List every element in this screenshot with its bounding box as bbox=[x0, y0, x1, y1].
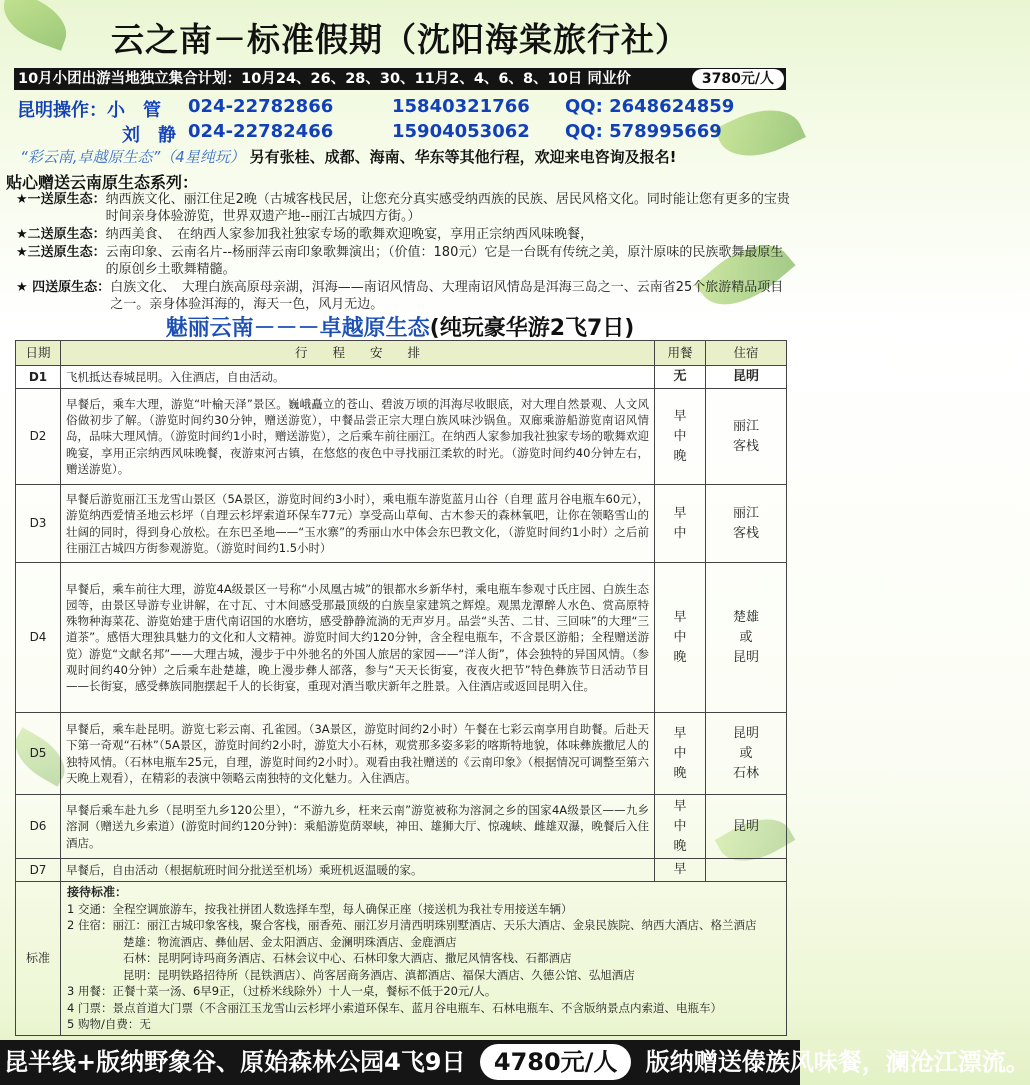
contact-op-1: 昆明操作：小 管 bbox=[17, 100, 161, 121]
row-day: D7 bbox=[16, 859, 61, 882]
footer-left: 昆半线+版纳野象谷、原始森林公园4飞9日 bbox=[4, 1048, 466, 1076]
row-itinerary: 飞机抵达春城昆明。入住酒店，自由活动。 bbox=[61, 366, 655, 389]
standards-line: 1 交通：全程空调旅游车，按我社拼团人数选择车型，每人确保正座（接送机为我社专用接送车辆） bbox=[67, 901, 573, 916]
itinerary-table bbox=[15, 340, 787, 1036]
standards-line: 4 门票：景点首道大门票（不含丽江玉龙雪山云杉坪小索道环保车、蓝月谷电瓶车、石林电瓶车、不含版纳景点内索道、电瓶车） bbox=[67, 1000, 722, 1015]
gift-item bbox=[16, 226, 791, 243]
row-meals: 早 bbox=[655, 859, 706, 882]
gift-label: ★ 四送原生态： bbox=[16, 280, 111, 295]
row-hotel: 昆明 bbox=[706, 366, 787, 389]
standards-content bbox=[61, 882, 787, 1036]
contact-op-2: 刘 静 bbox=[122, 125, 176, 146]
row-day: D6 bbox=[16, 795, 61, 859]
table-row bbox=[16, 859, 787, 882]
itinerary-title-tag: (纯玩豪华游2飞7日) bbox=[429, 316, 635, 341]
standards-heading: 接待标准： bbox=[67, 885, 128, 899]
standards-line: 2 住宿：丽江：丽江古城印象客栈，聚合客栈，丽香苑、丽江岁月清西明珠别墅酒店、天乐大酒店、金泉民族院、纳西大酒店、格兰酒店 bbox=[67, 918, 757, 932]
gift-text: 纳西族文化、丽江住足2晚（古城客栈民居，让您充分真实感受纳西族的民族、居民风格文化。同时能让您有更多的宝贵时间亲身体验游览，世界双遗产地--丽江古城四方街。） bbox=[105, 192, 790, 224]
slogan bbox=[20, 146, 677, 167]
row-hotel: 楚雄 或 昆明 bbox=[706, 563, 787, 713]
gift-item bbox=[16, 279, 791, 313]
row-itinerary: 早餐后，乘车前往大理，游览4A级景区一号称“小凤凰古城”的银都水乡新华村，乘电瓶车参观寸氏庄园、白族生态园等，由景区导游专业讲解，在寸瓦、寸木间感受那最顶级的白族皇家建筑之辉煌。观黑龙潭醉人水色、赏高原特殊物种海菜花、游览始建于唐代南诏国的水磨坊，感受静静流淌的无声岁月。品尝“头苦、二甘、三回味”的大理“三道茶”。感悟大理独具魅力的文化和人文精神。游览时间大约120分钟，含全程电瓶车，不含景区游船；全程赠送游览）游览“文献名邦”——大理古城，漫步于中外驰名的外国人旅居的家园——“洋人街”，体会独特的异国风情。（参观时间约40分钟）之后乘车赴楚雄，晚上漫步彝人部落，参与“天天长街宴，夜夜火把节”特色彝族节日活动节目——长街宴，感受彝族同胞摆起千人的长街宴，重现对酒当歌庆新年之胜景。入住酒店或返回昆明入住。 bbox=[61, 563, 655, 713]
standards-label: 标准 bbox=[16, 882, 61, 1036]
row-itinerary: 早餐后乘车赴九乡（昆明至九乡120公里），“不游九乡，枉来云南”游览被称为溶洞之乡的国家4A级景区——九乡溶洞（赠送九乡索道）(游览时间约120分钟)：乘船游览荫翠峡，神田、雄狮大厅、惊魂峡、雌雄双瀑，晚餐后入住酒店。 bbox=[61, 795, 655, 859]
col-meals-header: 用餐 bbox=[655, 341, 706, 366]
row-day: D5 bbox=[16, 713, 61, 795]
contact-qq-1[interactable]: QQ: 2648624859 bbox=[565, 96, 735, 117]
gifts-heading: 贴心赠送云南原生态系列： bbox=[6, 173, 199, 192]
slogan-rest: 另有张桂、成都、海南、华东等其他行程，欢迎来电咨询及报名! bbox=[249, 148, 677, 166]
table-row bbox=[16, 366, 787, 389]
row-meals: 早 中 晚 bbox=[655, 795, 706, 859]
col-hotel-header: 住宿 bbox=[706, 341, 787, 366]
footer-banner bbox=[0, 1040, 1030, 1085]
row-hotel: 昆明 bbox=[706, 795, 787, 859]
table-row bbox=[16, 485, 787, 563]
price-badge: 3780元/人 bbox=[692, 69, 784, 89]
table-row bbox=[16, 795, 787, 859]
gift-item bbox=[16, 244, 791, 278]
row-day: D2 bbox=[16, 389, 61, 485]
row-hotel: 丽江 客栈 bbox=[706, 485, 787, 563]
row-day: D3 bbox=[16, 485, 61, 563]
gift-text: 云南印象、云南名片--杨丽萍云南印象歌舞演出；（价值：180元）它是一台既有传统之美，原汁原味的民族歌舞最原生的原创乡土歌舞精髓。 bbox=[105, 245, 784, 277]
row-itinerary: 早餐后游览丽江玉龙雪山景区（5A景区，游览时间约3小时），乘电瓶车游览蓝月山谷（自理 蓝月谷电瓶车60元），游览纳西爱情圣地云杉坪（自理云杉坪索道环保车77元）享受高山草甸、古木参天的森林氧吧，让你在领略雪山的壮阔的同时，得到身心放松。在东巴圣地——“玉水寨”的秀丽山水中体会东巴教文化，（游览时间约1小时）之后前往丽江古城四方街参观游览。（游览时间约1.5小时） bbox=[61, 485, 655, 563]
plan-text: 10月小团出游当地独立集合计划：10月24、26、28、30、11月2、4、6、8、10日 同业价 bbox=[18, 71, 631, 87]
gift-label: ★三送原生态： bbox=[16, 245, 106, 260]
row-itinerary: 早餐后，乘车大理，游览“叶榆天泽”景区。巍峨矗立的苍山、碧波万顷的洱海尽收眼底，对大理自然景观、人文风俗做初步了解。（游览时间约30分钟，赠送游览），中餐品尝正宗大理白族风味沙锅鱼。双廊乘游船游览南诏风情岛，品味大理风情。（游览时间约1小时，赠送游览），之后乘车前往丽江。在纳西人家参加我社独家专场的歌舞欢迎晚宴，享用正宗纳西风味晚餐，夜游束河古镇，在悠悠的夜色中寻找丽江柔软的时光。（游览时间约40分钟左右，赠送游览）。 bbox=[61, 389, 655, 485]
slogan-quote: “彩云南,卓越原生态”（4星纯玩） bbox=[20, 148, 245, 166]
contact-tel-1[interactable]: 024-22782866 bbox=[188, 96, 334, 117]
standards-line: 昆明：昆明铁路招待所（昆铁酒店）、尚客居商务酒店、滇都酒店、福保大酒店、久德公馆、弘旭酒店 bbox=[123, 967, 635, 982]
row-hotel: 丽江 客栈 bbox=[706, 389, 787, 485]
row-hotel: 昆明 或 石林 bbox=[706, 713, 787, 795]
contact-mobile-2[interactable]: 15904053062 bbox=[392, 121, 530, 142]
standards-line: 石林：昆明阿诗玛商务酒店、石林会议中心、石林印象大酒店、撒尼风情客栈、石都酒店 bbox=[123, 951, 572, 965]
row-meals: 无 bbox=[655, 366, 706, 389]
row-meals: 早 中 晚 bbox=[655, 389, 706, 485]
row-itinerary: 早餐后，自由活动（根据航班时间分批送至机场）乘班机返温暖的家。 bbox=[61, 859, 655, 882]
row-meals: 早 中 晚 bbox=[655, 563, 706, 713]
table-row bbox=[16, 563, 787, 713]
col-itinerary-header: 行 程 安 排 bbox=[61, 341, 655, 366]
footer-price: 4780元/人 bbox=[480, 1044, 632, 1080]
plan-bar bbox=[14, 68, 786, 90]
table-row-standards bbox=[16, 882, 787, 1036]
gift-text: 白族文化、 大理白族高原母亲湖，洱海——南诏风情岛、大理南诏风情岛是洱海三岛之一、云南省25个旅游精品项目之一。亲身体验洱海的，海天一色，风月无边。 bbox=[110, 280, 784, 312]
standards-line: 楚雄：物流酒店、彝仙居、金太阳酒店、金澜明珠酒店、金鹿酒店 bbox=[123, 934, 457, 949]
itinerary-title bbox=[0, 311, 800, 342]
gift-item bbox=[16, 191, 791, 225]
row-hotel bbox=[706, 859, 787, 882]
table-row bbox=[16, 389, 787, 485]
footer-right: 版纳赠送傣族风味餐，澜沧江漂流。 bbox=[645, 1048, 1030, 1076]
contact-qq-2[interactable]: QQ: 578995669 bbox=[565, 121, 722, 142]
itinerary-title-main: 魅丽云南－－－卓越原生态 bbox=[165, 316, 430, 341]
contact-mobile-1[interactable]: 15840321766 bbox=[392, 96, 530, 117]
row-meals: 早 中 bbox=[655, 485, 706, 563]
row-day: D1 bbox=[16, 366, 61, 389]
standards-line: 3 用餐：正餐十菜一汤、6早9正，（过桥米线除外）十人一桌，餐标不低于20元/人。 bbox=[67, 984, 497, 998]
row-itinerary: 早餐后，乘车赴昆明。游览七彩云南、孔雀园。（3A景区，游览时间约2小时）午餐在七彩云南享用自助餐。后赴天下第一奇观“石林”（5A景区，游览时间约2小时，游览大小石林，观赏那多姿多彩的喀斯特地貌，体味彝族撒尼人的独特风情。（石林电瓶车25元，自理，游览时间约2小时）。观看由我社赠送的《云南印象》（根据情况可调整至第六天晚上观看），在精彩的表演中领略云南独特的文化魅力。入住酒店。 bbox=[61, 713, 655, 795]
standards-line: 5 购物/自费：无 bbox=[67, 1017, 151, 1031]
gift-text: 纳西美食、 在纳西人家参加我社独家专场的歌舞欢迎晚宴，享用正宗纳西风味晚餐， bbox=[105, 227, 594, 242]
page-title: 云之南－标准假期（沈阳海棠旅行社） bbox=[111, 20, 689, 59]
gifts-list bbox=[16, 191, 791, 314]
gift-label: ★一送原生态： bbox=[16, 192, 106, 207]
gift-label: ★二送原生态： bbox=[16, 227, 106, 242]
row-day: D4 bbox=[16, 563, 61, 713]
col-day-header: 日期 bbox=[16, 341, 61, 366]
table-row bbox=[16, 713, 787, 795]
row-meals: 早 中 晚 bbox=[655, 713, 706, 795]
contact-tel-2[interactable]: 024-22782466 bbox=[188, 121, 334, 142]
